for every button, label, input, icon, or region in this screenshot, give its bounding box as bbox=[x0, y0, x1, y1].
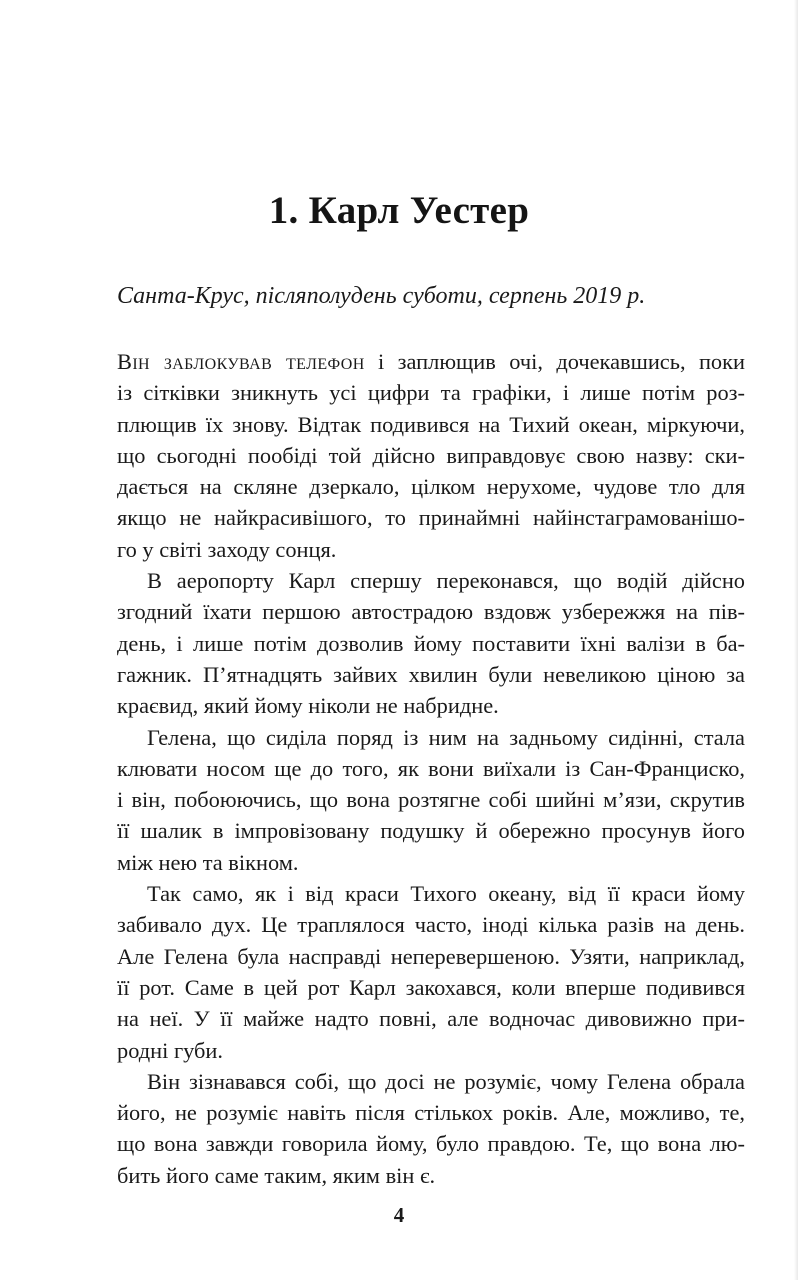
text-line: плющив їх знову. Відтак подивився на Тихий океан, міркуючи, bbox=[117, 411, 745, 437]
paragraph-3 bbox=[117, 722, 745, 878]
text-line: Але Гелена була насправді неперевершеною. Узяти, наприклад, bbox=[117, 943, 745, 969]
text-line: день, і лише потім дозволив йому поставити їхні валізи в ба- bbox=[117, 630, 745, 656]
text-line: і він, побоюючись, що вона розтягне собі шийні м’язи, скрутив bbox=[117, 787, 745, 813]
text-line: на неї. У її майже надто повні, але водночас дивовижно при- bbox=[117, 1006, 745, 1032]
text-line: між нею та вікном. bbox=[117, 849, 299, 875]
text-line: забивало дух. Це траплялося часто, іноді кілька разів на день. bbox=[117, 912, 745, 938]
text-line: дається на скляне дзеркало, цілком нерухоме, чудове тло для bbox=[117, 474, 745, 500]
text-line: що вона завжди говорила йому, було правдою. Те, що вона лю- bbox=[117, 1131, 745, 1157]
text-line: що сьогодні пообіді той дійсно виправдовує свою назву: ски- bbox=[117, 442, 745, 468]
text-line: якщо не найкрасивішого, то принаймні найінстаграмованішо- bbox=[117, 505, 745, 531]
text-line: го у світі заходу сонця. bbox=[117, 536, 337, 562]
text-line: згодний їхати першою автострадою вздовж узбережжя на пів- bbox=[117, 599, 745, 625]
text-line: В аеропорту Карл спершу переконався, що водій дійсно bbox=[147, 568, 745, 594]
body-text bbox=[117, 346, 745, 1191]
text-line: його, не розуміє навіть після стількох років. Але, можливо, те, bbox=[117, 1100, 745, 1126]
text-line: із сітківки зникнуть усі цифри та графіки, і лише потім роз- bbox=[117, 380, 745, 406]
text-line: гажник. П’ятнадцять зайвих хвилин були невеликою ціною за bbox=[117, 661, 745, 687]
paragraph-4 bbox=[117, 878, 745, 1066]
chapter-subtitle: Санта-Крус, післяполудень суботи, серпень 2019 р. bbox=[117, 283, 646, 309]
text-line: Так само, як і від краси Тихого океану, від її краси йому bbox=[147, 881, 745, 907]
text-line: Гелена, що сиділа поряд із ним на задньому сидінні, стала bbox=[147, 724, 745, 750]
text-line: Він зізнавався собі, що досі не розуміє, чому Гелена обрала bbox=[147, 1068, 745, 1094]
page-number: 4 bbox=[393, 1203, 405, 1227]
lead-smallcaps: Він заблокував телефон bbox=[117, 349, 365, 374]
paragraph-2 bbox=[117, 565, 745, 721]
chapter-title: 1. Карл Уестер bbox=[268, 189, 530, 232]
text-line: бить його саме таким, яким він є. bbox=[117, 1162, 436, 1188]
text-line: краєвид, який йому ніколи не набридне. bbox=[117, 693, 499, 719]
text-line: родні губи. bbox=[117, 1037, 223, 1063]
text-line: Він заблокував телефон і заплющив очі, дочекавшись, поки bbox=[117, 349, 745, 374]
paragraph-5 bbox=[117, 1066, 745, 1191]
text-line: її шалик в імпровізовану подушку й обережно просунув його bbox=[117, 818, 745, 844]
text-line: клювати носом ще до того, як вони виїхали із Сан-Франциско, bbox=[117, 755, 745, 781]
paragraph-1 bbox=[117, 346, 745, 565]
text-line: її рот. Саме в цей рот Карл закохався, коли вперше подивився bbox=[117, 974, 745, 1000]
